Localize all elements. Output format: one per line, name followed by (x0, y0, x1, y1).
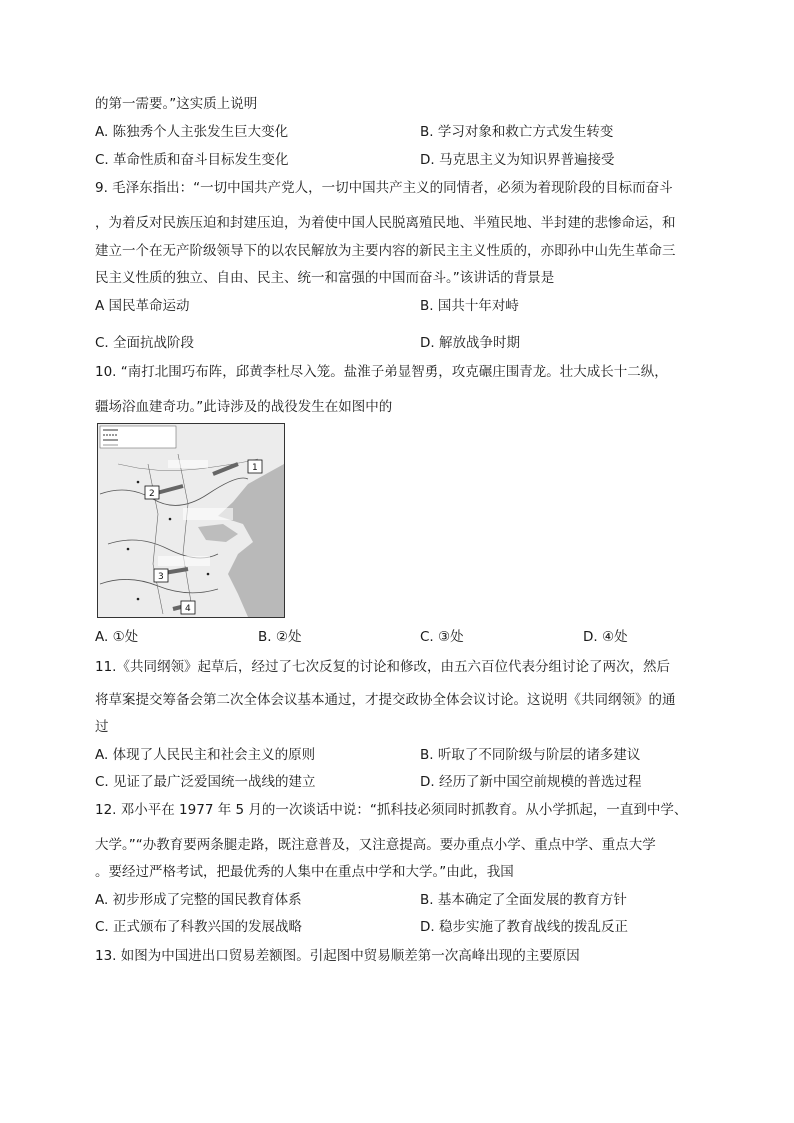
q11-option-b[interactable]: B. 听取了不同阶级与阶层的诸多建议 (420, 747, 641, 763)
battle-map-svg (98, 424, 284, 617)
q13-stem-line-1: 13. 如图为中国进出口贸易差额图。引起图中贸易顺差第一次高峰出现的主要原因 (95, 948, 580, 964)
q12-option-d[interactable]: D. 稳步实施了教育战线的拨乱反正 (420, 919, 628, 935)
q11-option-c[interactable]: C. 见证了最广泛爱国统一战线的建立 (95, 774, 316, 790)
q8-stem-tail: 的第一需要。”这实质上说明 (95, 96, 258, 112)
q12-option-c[interactable]: C. 正式颁布了科教兴国的发展战略 (95, 919, 303, 935)
q9-stem-line-4: 民主义性质的独立、自由、民主、统一和富强的中国而奋斗。”该讲话的背景是 (95, 270, 555, 286)
q9-option-a[interactable]: A 国民革命运动 (95, 298, 190, 314)
q11-option-a[interactable]: A. 体现了人民民主和社会主义的原则 (95, 747, 316, 763)
q12-stem-line-3: 。要经过严格考试，把最优秀的人集中在重点中学和大学。”由此，我国 (95, 864, 514, 880)
q10-stem-line-1: 10. “南打北围巧布阵，邱黄李杜尽入笼。盐淮子弟显智勇，攻克碾庄围青龙。壮大成长十二纵， (95, 364, 668, 380)
q9-stem-line-1: 9. 毛泽东指出：“一切中国共产党人，一切中国共产主义的同情者，必须为着现阶段的目标而奋斗 (95, 180, 673, 196)
q10-option-b[interactable]: B. ②处 (258, 629, 302, 645)
q9-stem-line-3: 建立一个在无产阶级领导下的以农民解放为主要内容的新民主主义性质的，亦即孙中山先生革命三 (95, 243, 676, 259)
river-2 (108, 540, 218, 558)
callout-2 (183, 508, 233, 520)
map-marker-1-label: 1 (252, 463, 258, 473)
map-marker-4-label: 4 (185, 604, 191, 614)
city-dot (169, 518, 172, 521)
q9-option-b[interactable]: B. 国共十年对峙 (420, 298, 519, 314)
q8-option-b[interactable]: B. 学习对象和救亡方式发生转变 (420, 124, 614, 140)
city-dot (127, 548, 130, 551)
battle-map (97, 423, 285, 618)
callout-1 (168, 460, 208, 468)
arrow-liaoshen (213, 464, 238, 474)
railway-2 (178, 454, 193, 614)
q12-option-b[interactable]: B. 基本确定了全面发展的教育方针 (420, 892, 627, 908)
q10-option-d[interactable]: D. ④处 (583, 629, 628, 645)
q11-stem-line-3: 过 (95, 719, 109, 735)
q10-option-c[interactable]: C. ③处 (420, 629, 464, 645)
city-dot (137, 481, 140, 484)
q9-option-c[interactable]: C. 全面抗战阶段 (95, 335, 195, 351)
q12-option-a[interactable]: A. 初步形成了完整的国民教育体系 (95, 892, 302, 908)
q12-stem-line-1: 12. 邓小平在 1977 年 5 月的一次谈话中说：“抓科技必须同时抓教育。从小学抓起，一直到中学、 (95, 802, 688, 818)
callout-3 (158, 556, 210, 566)
q10-stem-line-2: 疆场浴血建奇功。”此诗涉及的战役发生在如图中的 (95, 399, 393, 415)
q8-option-c[interactable]: C. 革命性质和奋斗目标发生变化 (95, 152, 289, 168)
q9-stem-line-2: ，为着反对民族压迫和封建压迫，为着使中国人民脱离殖民地、半殖民地、半封建的悲惨命运，和 (95, 215, 676, 231)
city-dot (137, 598, 140, 601)
q11-stem-line-1: 11.《共同纲领》起草后，经过了七次反复的讨论和修改，由五六百位代表分组讨论了两次，然后 (95, 659, 670, 675)
q10-option-a[interactable]: A. ①处 (95, 629, 139, 645)
q9-option-d[interactable]: D. 解放战争时期 (420, 335, 520, 351)
river-1 (100, 478, 248, 505)
city-dot (207, 573, 210, 576)
q11-stem-line-2: 将草案提交筹备会第二次全体会议基本通过，才提交政协全体会议讨论。这说明《共同纲领》的通 (95, 692, 676, 708)
bay-area (198, 524, 238, 542)
q8-option-a[interactable]: A. 陈独秀个人主张发生巨大变化 (95, 124, 289, 140)
q12-stem-line-2: 大学。”“办教育要两条腿走路，既注意普及，又注意提高。要办重点小学、重点中学、重点大学 (95, 837, 656, 853)
q11-option-d[interactable]: D. 经历了新中国空前规模的普选过程 (420, 774, 642, 790)
map-marker-2-label: 2 (149, 489, 155, 499)
map-marker-3-label: 3 (158, 572, 164, 582)
q8-option-d[interactable]: D. 马克思主义为知识界普遍接受 (420, 152, 615, 168)
